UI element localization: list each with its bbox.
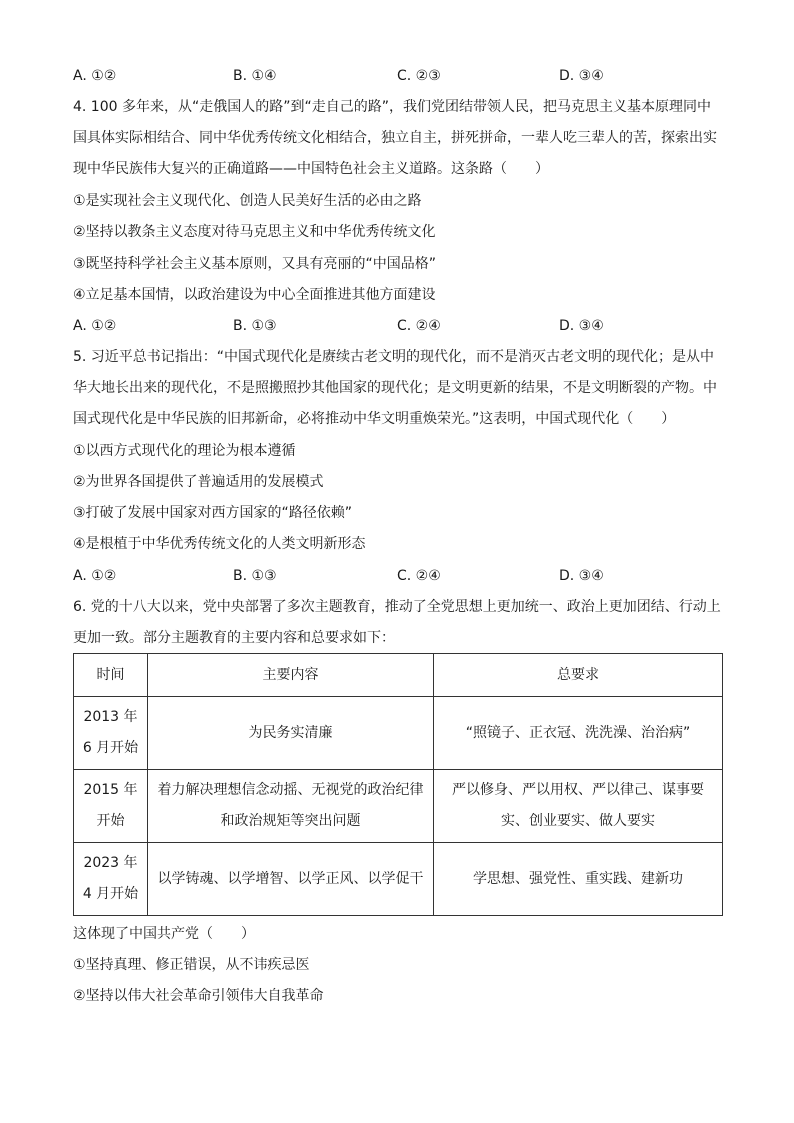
header-time: 时间 — [74, 654, 148, 697]
q4-stem-line-1: 4. 100 多年来，从“走俄国人的路”到“走自己的路”，我们党团结带领人民，把马克思主义基本原理同中 — [73, 99, 711, 115]
row-1-time-line-2: 6 月开始 — [82, 740, 139, 756]
q5-statement-3: ③打破了发展中国家对西方国家的“路径依赖” — [73, 505, 353, 521]
row-1-time-line-1: 2013 年 — [83, 709, 138, 725]
row-2-requirement-line-2: 实、创业要实、做人要实 — [501, 813, 655, 829]
prev-option-a: A. ①② — [73, 68, 117, 84]
q5-option-b: B. ①③ — [233, 568, 277, 584]
row-3-time — [74, 843, 148, 916]
q5-option-a: A. ①② — [73, 568, 117, 584]
row-3-time-line-2: 4 月开始 — [82, 886, 139, 902]
row-2-time-line-1: 2015 年 — [83, 782, 138, 798]
row-3-content-line-1: 以学铸魂、以学增智、以学正风、以学促干 — [157, 870, 424, 887]
row-2-content-line-1: 着力解决理想信念动摇、无视党的政治纪律 — [157, 782, 424, 798]
row-1-requirement — [434, 697, 723, 770]
row-2-requirement — [434, 770, 723, 843]
q6-statement-2: ②坚持以伟大社会革命引领伟大自我革命 — [73, 988, 324, 1004]
q5-stem-line-3: 国式现代化是中华民族的旧邦新命，必将推动中华文明重焕荣光。”这表明，中国式现代化（ ） — [73, 411, 676, 427]
row-2-content — [148, 770, 434, 843]
header-requirement: 总要求 — [434, 654, 723, 697]
q6-after-table: 这体现了中国共产党（ ） — [73, 926, 255, 942]
q5-option-c: C. ②④ — [397, 568, 441, 584]
row-1-content — [148, 697, 434, 770]
q4-option-b: B. ①③ — [233, 318, 277, 334]
prev-option-d: D. ③④ — [559, 68, 604, 84]
q4-option-c: C. ②④ — [397, 318, 441, 334]
prev-option-b: B. ①④ — [233, 68, 277, 84]
row-1-requirement-line-1: “照镜子、正衣冠、洗洗澡、治治病” — [465, 724, 691, 741]
q4-option-d: D. ③④ — [559, 318, 604, 334]
q5-stem-line-1: 5. 习近平总书记指出：“中国式现代化是赓续古老文明的现代化，而不是消灭古老文明的现代化；是从中 — [73, 349, 715, 365]
q5-option-d: D. ③④ — [559, 568, 604, 584]
theme-education-table — [73, 653, 723, 916]
row-3-requirement — [434, 843, 723, 916]
row-3-requirement-line-1: 学思想、强党性、重实践、建新功 — [473, 870, 683, 887]
q4-statement-4: ④立足基本国情，以政治建设为中心全面推进其他方面建设 — [73, 287, 436, 303]
prev-option-c: C. ②③ — [397, 68, 441, 84]
q4-statement-3: ③既坚持科学社会主义基本原则，又具有亮丽的“中国品格” — [73, 256, 437, 272]
q5-statement-4: ④是根植于中华优秀传统文化的人类文明新形态 — [73, 536, 366, 552]
table-row — [74, 697, 723, 770]
row-2-time — [74, 770, 148, 843]
table-row — [74, 770, 723, 843]
q4-option-a: A. ①② — [73, 318, 117, 334]
q5-stem-line-2: 华大地长出来的现代化，不是照搬照抄其他国家的现代化；是文明更新的结果，不是文明断裂的产物。中 — [73, 380, 717, 396]
q4-stem-line-2: 国具体实际相结合、同中华优秀传统文化相结合，独立自主，拼死拼命，一辈人吃三辈人的苦，探索出实 — [73, 130, 717, 146]
table-header-row — [74, 654, 723, 697]
row-2-time-line-2: 开始 — [96, 813, 125, 829]
row-2-requirement-line-1: 严以修身、严以用权、严以律己、谋事要 — [452, 782, 704, 798]
q4-stem-line-3: 现中华民族伟大复兴的正确道路——中国特色社会主义道路。这条路（ ） — [73, 161, 549, 177]
q6-stem-line-1: 6. 党的十八大以来，党中央部署了多次主题教育，推动了全党思想上更加统一、政治上更加团结、行动上 — [73, 599, 721, 615]
q5-statement-2: ②为世界各国提供了普遍适用的发展模式 — [73, 474, 324, 490]
row-1-time — [74, 697, 148, 770]
table-row — [74, 843, 723, 916]
q5-statement-1: ①以西方式现代化的理论为根本遵循 — [73, 443, 296, 459]
row-2-content-line-2: 和政治规矩等突出问题 — [220, 813, 361, 829]
q6-stem-line-2: 更加一致。部分主题教育的主要内容和总要求如下： — [73, 630, 395, 646]
q4-statement-1: ①是实现社会主义现代化、创造人民美好生活的必由之路 — [73, 193, 422, 209]
row-1-content-line-1: 为民务实清廉 — [248, 724, 333, 741]
header-content: 主要内容 — [148, 654, 434, 697]
q4-statement-2: ②坚持以教条主义态度对待马克思主义和中华优秀传统文化 — [73, 224, 436, 240]
q6-statement-1: ①坚持真理、修正错误，从不讳疾忌医 — [73, 957, 310, 973]
row-3-content — [148, 843, 434, 916]
row-3-time-line-1: 2023 年 — [83, 855, 138, 871]
